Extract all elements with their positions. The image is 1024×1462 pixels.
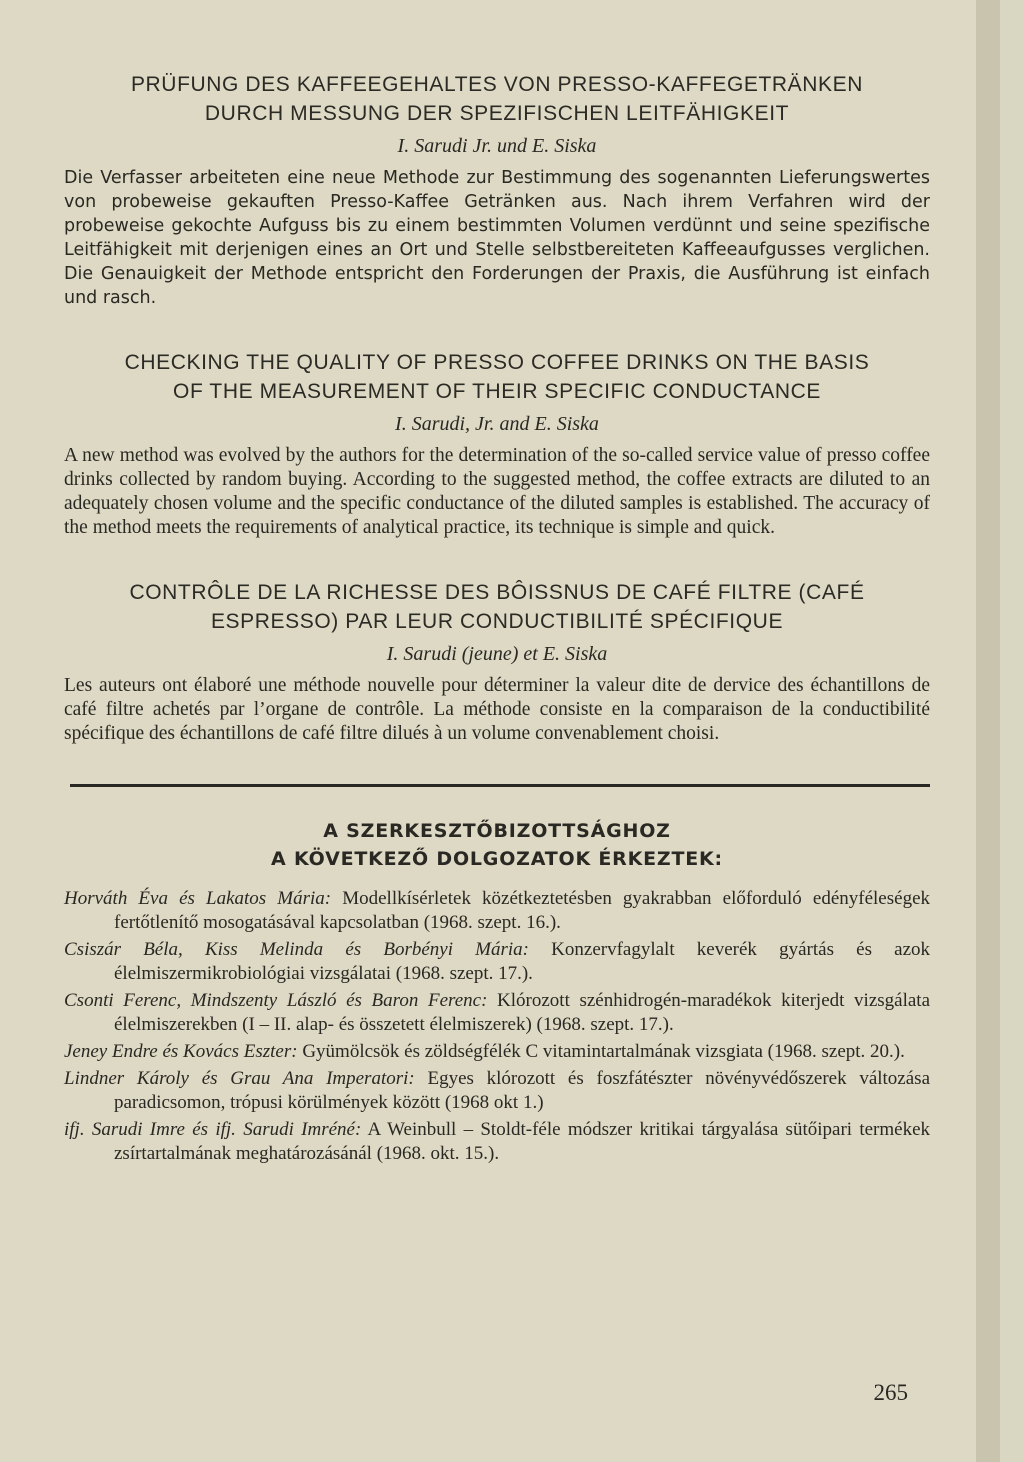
notice-title-line-2: A KÖVETKEZŐ DOLGOZATOK ÉRKEZTEK:	[271, 848, 723, 870]
paper-title: Konzervfagylalt keverék gyártás és azok élelmiszermikrobiológiai vizsgálatai (1968. szept. 17.).	[114, 939, 930, 984]
heading-line-2: OF THE MEASUREMENT OF THEIR SPECIFIC CONDUCTANCE	[173, 380, 821, 403]
section-abstract: Die Verfasser arbeiteten eine neue Methode zur Bestimmung des sogenannten Lieferungswertes von probeweise gekauften Presso-Kaffee Getränken aus. Nach ihrem Verfahren wird der probeweise gekochte Aufguss bis zu einem bestimmten Volumen verdünnt und seine spezifische Leitfähigkeit mit derjenigen eines an Ort und Stelle selbstbereiteten Kaffeeaufgusses verglichen. Die Genauigkeit der Methode entspricht den Forderungen der Praxis, die Ausführung ist einfach und rasch.	[64, 168, 930, 308]
section-heading	[64, 578, 930, 636]
received-papers-notice	[64, 817, 930, 1166]
list-item	[64, 1067, 930, 1115]
section-abstract: Les auteurs ont élaboré une méthode nouvelle pour déterminer la valeur dite de dervice des échantillons de café filtre achetés par l’organe de contrôle. La méthode consiste en la comparaison de la conductibilité spécifique des échantillons de café filtre dilués à un volume convenablement choisi.	[64, 675, 930, 744]
heading-line-1: CONTRÔLE DE LA RICHESSE DES BÔISSNUS DE CAFÉ FILTRE (CAFÉ	[129, 581, 865, 604]
paper-title: Klórozott szénhidrogén-maradékok kiterjedt vizsgálata élelmiszerekben (I – II. alap- és összetett élelmiszerek) (1968. szept. 17.).	[114, 990, 931, 1035]
paper-authors: Lindner Károly és Grau Ana Imperatori:	[64, 1068, 415, 1089]
received-papers-list	[64, 887, 930, 1166]
notice-title-line-1: A SZERKESZTŐBIZOTTSÁGHOZ	[323, 820, 671, 842]
page-content	[64, 70, 930, 1169]
list-item	[64, 1040, 930, 1064]
section-heading	[64, 70, 930, 128]
paper-authors: Csonti Ferenc, Mindszenty László és Baron Ferenc:	[64, 990, 488, 1011]
page-edge	[976, 0, 1000, 1462]
list-item	[64, 938, 930, 986]
heading-line-2: DURCH MESSUNG DER SPEZIFISCHEN LEITFÄHIGKEIT	[204, 102, 790, 125]
page-number: 265	[873, 1380, 908, 1405]
paper-title: Egyes klórozott és foszfátészter növényvédőszerek változása paradicsomon, trópusi körülmények között (1968 okt 1.)	[114, 1068, 931, 1113]
heading-line-1: CHECKING THE QUALITY OF PRESSO COFFEE DRINKS ON THE BASIS	[124, 351, 870, 374]
paper-title: Modellkísérletek közétkeztetésben gyakrabban előforduló edényféleségek fertőtlenítő mosogatásával kapcsolatban (1968. szept. 16.).	[114, 888, 930, 933]
paper-authors: Horváth Éva és Lakatos Mária:	[64, 888, 332, 909]
paper-title: A Weinbull – Stoldt-féle módszer kritikai tárgyalása sütőipari termékek zsírtartalmának meghatározásánál (1968. okt. 15.).	[114, 1119, 931, 1164]
list-item	[64, 887, 930, 935]
paper-title: Gyümölcsök és zöldségfélék C vitamintartalmának vizsgiata (1968. szept. 20.).	[297, 1041, 905, 1062]
abstract-section-english	[64, 348, 930, 540]
abstract-section-french	[64, 578, 930, 746]
section-authors: I. Sarudi (jeune) et E. Siska	[386, 643, 608, 665]
abstract-section-german	[64, 70, 930, 310]
paper-authors: Jeney Endre és Kovács Eszter:	[64, 1041, 298, 1062]
paper-authors: Csiszár Béla, Kiss Melinda és Borbényi Mária:	[64, 939, 529, 960]
section-heading	[64, 348, 930, 406]
section-authors: I. Sarudi, Jr. and E. Siska	[395, 413, 599, 435]
section-divider	[70, 784, 930, 787]
list-item	[64, 1118, 930, 1166]
paper-authors: ifj. Sarudi Imre és ifj. Sarudi Imréné:	[64, 1119, 362, 1140]
heading-line-2: ESPRESSO) PAR LEUR CONDUCTIBILITÉ SPÉCIFIQUE	[210, 610, 784, 633]
notice-title	[64, 817, 930, 873]
heading-line-1: PRÜFUNG DES KAFFEEGEHALTES VON PRESSO-KAFFEGETRÄNKEN	[130, 73, 864, 96]
section-abstract: A new method was evolved by the authors for the determination of the so-called service value of presso coffee drinks collected by random buying. According to the suggested method, the coffee extracts are diluted to an adequately chosen volume and the specific conductance of the diluted samples is established. The accuracy of the method meets the requirements of analytical practice, its technique is simple and quick.	[64, 445, 930, 538]
section-authors: I. Sarudi Jr. und E. Siska	[397, 135, 597, 157]
list-item	[64, 989, 930, 1037]
